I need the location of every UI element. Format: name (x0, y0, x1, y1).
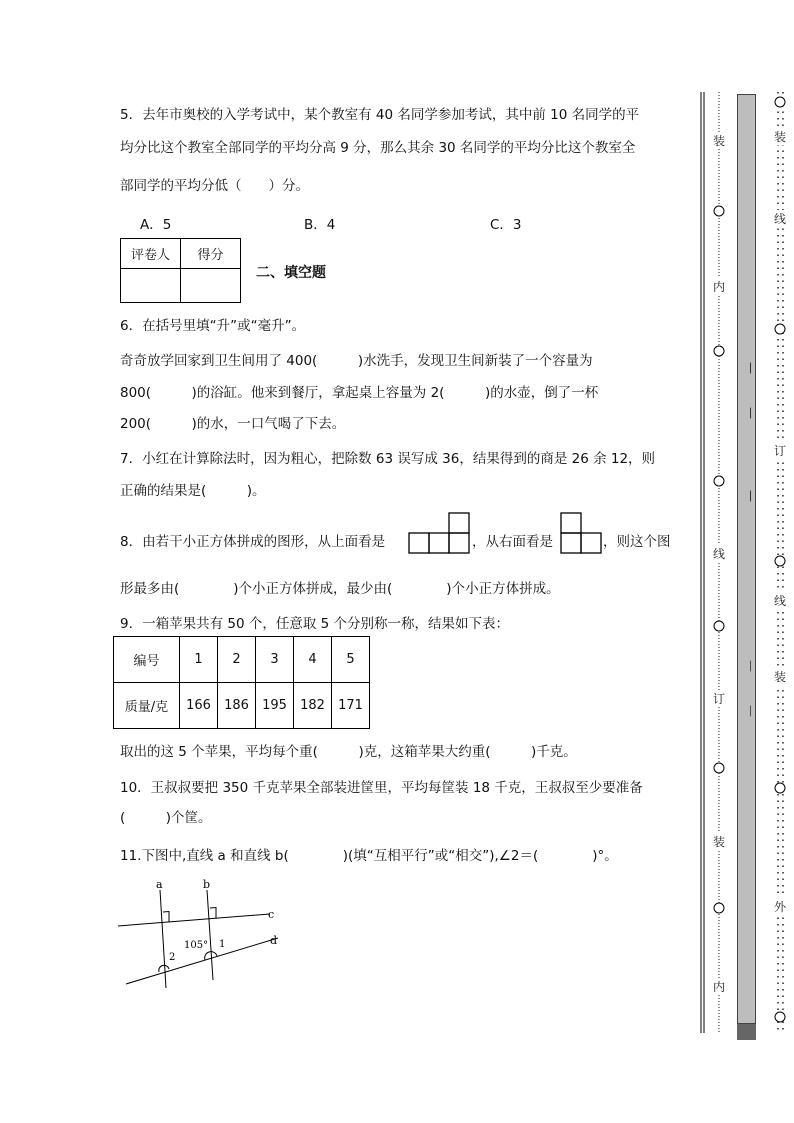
gutter-mark: 内 (713, 280, 726, 294)
table-cell: 4 (294, 637, 332, 683)
table-header-cell: 质量/克 (114, 683, 180, 729)
table-cell: 2 (218, 637, 256, 683)
angle-2-label: 2 (169, 952, 176, 963)
q8-line2: 形最多由( )个小正方体拼成，最少由( )个小正方体拼成。 (120, 581, 560, 597)
table-row (114, 683, 370, 729)
q8-part1: 8．由若干小正方体拼成的图形，从上面看是 (120, 534, 386, 550)
gutter-mark: 订 (774, 444, 787, 458)
table-cell: 186 (218, 683, 256, 729)
q6-stem: 6．在括号里填“升”或“毫升”。 (120, 318, 306, 334)
right-view-figure (560, 512, 602, 554)
q5-option-a[interactable]: A．5 (140, 217, 172, 233)
gutter-mark: 内 (713, 980, 726, 994)
gutter-mark: 线 (774, 212, 787, 226)
lines-diagram (118, 876, 293, 991)
table-cell: 5 (332, 637, 370, 683)
q9-after: 取出的这 5 个苹果，平均每个重( )克，这箱苹果大约重( )千克。 (120, 744, 577, 760)
grader-box (120, 238, 241, 303)
q10-line2: ( )个筐。 (120, 810, 212, 826)
angle-label: 105° (184, 940, 209, 951)
q6-line2: 800( )的浴缸。他来到餐厅，拿起桌上容量为 2( )的水壶，倒了一杯 (120, 385, 599, 401)
table-header-cell: 编号 (114, 637, 180, 683)
gray-binding-strip (737, 94, 756, 1024)
gutter-mark: 外 (774, 900, 787, 914)
gutter-mark: 线 (713, 547, 726, 561)
gutter-mark: 线 (774, 594, 787, 608)
grader-label: 评卷人 (121, 239, 181, 269)
label-b: b (203, 878, 211, 891)
q5-line1: 5．去年市奥校的入学考试中，某个教室有 40 名同学参加考试，其中前 10 名同学的平 (120, 107, 640, 123)
grader-cell[interactable] (121, 269, 181, 303)
table-cell: 195 (256, 683, 294, 729)
q6-line3: 200( )的水，一口气喝了下去。 (120, 416, 346, 432)
gutter-dash: — (744, 407, 758, 419)
gutter-mark: 装 (713, 134, 726, 148)
q5-option-b[interactable]: B．4 (304, 217, 336, 233)
table-cell: 171 (332, 683, 370, 729)
apple-table (113, 636, 370, 729)
score-cell[interactable] (181, 269, 241, 303)
top-view-figure (408, 512, 470, 554)
gutter-mark: 装 (713, 835, 726, 849)
gutter-mark: 装 (774, 670, 787, 684)
q9-stem: 9．一箱苹果共有 50 个，任意取 5 个分别称一称，结果如下表： (120, 616, 510, 632)
q5-option-c[interactable]: C．3 (490, 217, 522, 233)
q8-part2: ，从右面看是 (472, 534, 553, 550)
gutter-mark: 订 (713, 692, 726, 706)
gutter-dash: — (744, 490, 758, 502)
gutter-dash: — (744, 362, 758, 374)
table-cell: 3 (256, 637, 294, 683)
table-cell: 166 (180, 683, 218, 729)
q11-line: 11.下图中,直线 a 和直线 b( )(填“互相平行”或“相交”),∠2＝( )°。 (120, 848, 618, 864)
section-title: 二、填空题 (256, 265, 326, 281)
label-c: c (268, 908, 275, 921)
gutter-dash: — (744, 660, 758, 672)
binding-strip-end (737, 1024, 756, 1040)
table-cell: 182 (294, 683, 332, 729)
q10-line1: 10．王叔叔要把 350 千克苹果全部装进筐里，平均每筐装 18 千克，王叔叔至少要准备 (120, 780, 643, 796)
q7-line2: 正确的结果是( )。 (120, 483, 266, 499)
label-d: d (270, 934, 278, 947)
table-cell: 1 (180, 637, 218, 683)
q8-part3: ，则这个图 (603, 534, 671, 550)
label-a: a (156, 878, 163, 891)
gutter-mark: 装 (774, 130, 787, 144)
gutter-dash: — (744, 705, 758, 717)
q6-line1: 奇奇放学回家到卫生间用了 400( )水洗手，发现卫生间新装了一个容量为 (120, 353, 593, 369)
score-label: 得分 (181, 239, 241, 269)
table-row (114, 637, 370, 683)
q7-line1: 7．小红在计算除法时，因为粗心，把除数 63 误写成 36，结果得到的商是 26 余 12，则 (120, 451, 656, 467)
q5-line3: 部同学的平均分低（ ）分。 (120, 178, 309, 194)
angle-1-label: 1 (219, 939, 226, 950)
q5-line2: 均分比这个教室全部同学的平均分高 9 分，那么其余 30 名同学的平均分比这个教室全 (120, 140, 636, 156)
